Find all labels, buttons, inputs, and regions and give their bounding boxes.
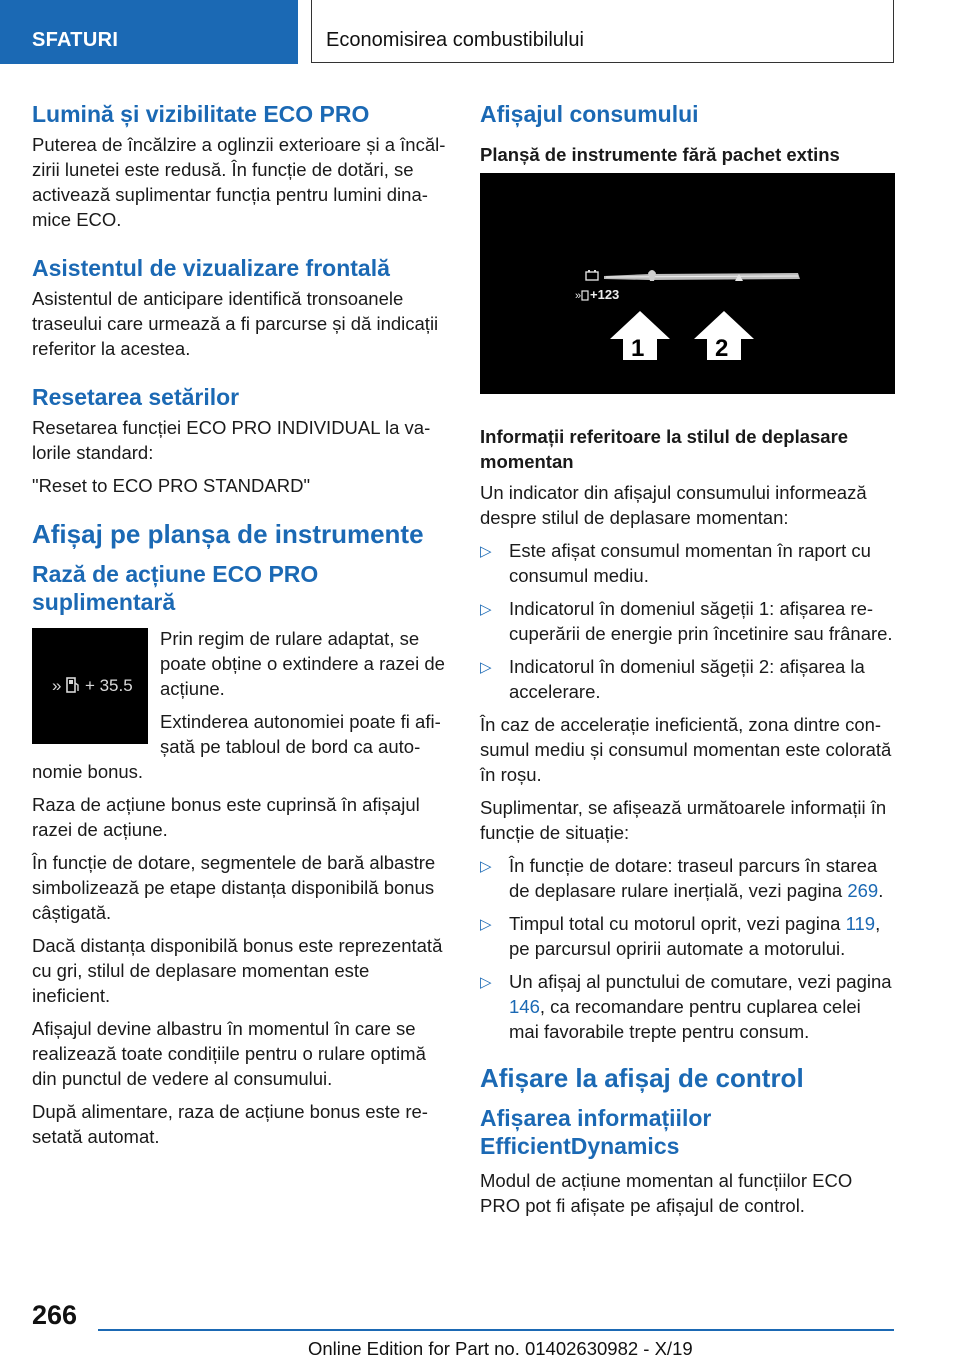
arrow-2-label: 2 <box>715 335 729 362</box>
triangle-bullet-icon: ▷ <box>480 974 492 991</box>
page-link-146[interactable]: 146 <box>509 996 540 1017</box>
page-number: 266 <box>32 1300 78 1330</box>
bonus-range-value: + 35.5 <box>84 676 133 695</box>
triangle-bullet-icon: ▷ <box>480 659 492 676</box>
paragraph: În caz de accelerație ineficientă, zona dintre consumul mediu și consumul momentan este colorată în roșu. <box>480 714 892 785</box>
arrow-1-label: 1 <box>631 335 645 362</box>
footer-edition: Online Edition for Part no. 01402630982 - X/19 <box>308 1338 693 1359</box>
heading-instrument-display: Afișaj pe planșa de instrumente <box>32 519 424 549</box>
paragraph: "Reset to ECO PRO STANDARD" <box>32 475 311 496</box>
subheading-driving-style: Informații referitoare la stilul de deplasare momentan <box>480 426 849 472</box>
paragraph: Puterea de încălzire a oglinzii exterioare și a încălzirii lunetei este redusă. În funcție de dotări, se activează suplimentar funcția pentru lumini dinamice ECO. <box>32 134 446 230</box>
list-item: ▷ Indicatorul în domeniul săgeții 2: afișarea la accelerare. <box>480 656 865 702</box>
footer-divider <box>98 1329 894 1331</box>
heading-control-display: Afișare la afișaj de control <box>480 1063 804 1093</box>
heading-light-visibility: Lumină și vizibilitate ECO PRO <box>32 101 370 127</box>
heading-front-view-assistant: Asistentul de vizualizare frontală <box>32 255 390 281</box>
paragraph: Dacă distanța disponibilă bonus este reprezentată cu gri, stilul de deplasare momentan este ineficient. <box>32 935 443 1006</box>
consumption-display-image <box>480 173 895 394</box>
left-column <box>32 100 447 1157</box>
heading-consumption-display: Afișajul consumului <box>480 101 699 127</box>
paragraph: Afișajul devine albastru în momentul în care se realizează toate condițiile pentru o rulare optimă din punctul de vedere al consumului. <box>32 1018 426 1089</box>
heading-eco-pro-range: Rază de acțiune ECO PRO suplimentară <box>32 561 319 615</box>
list-item: ▷ Indicatorul în domeniul săgeții 1: afișarea recuperării de energie prin încetinire sau frânare. <box>480 598 893 644</box>
svg-text:»: » <box>575 290 582 302</box>
right-column <box>480 100 895 1226</box>
paragraph: Un indicator din afișajul consumului informează despre stilul de deplasare momentan: <box>480 482 867 528</box>
list-item: ▷ Este afișat consumul momentan în raport cu consumul mediu. <box>480 540 871 586</box>
header-title-box <box>311 0 894 63</box>
header-section-label: SFATURI <box>32 29 119 51</box>
header-section-tab <box>0 0 298 64</box>
paragraph: Prin regim de rulare adaptat, se poate obține o extindere a razei de acțiune. <box>160 628 445 699</box>
paragraph: Suplimentar, se afișează următoarele informații în funcție de situație: <box>480 797 887 843</box>
paragraph: Asistentul de anticipare identifică tronsoanele traseului care urmează a fi parcurse și dă indicații referitor la acestea. <box>32 288 439 359</box>
heading-efficientdynamics-info: Afișarea informațiilor EfficientDynamics <box>480 1105 712 1159</box>
page-link-269[interactable]: 269 <box>847 880 879 901</box>
triangle-bullet-icon: ▷ <box>480 858 492 875</box>
range-block <box>32 626 447 792</box>
triangle-bullet-icon: ▷ <box>480 601 492 618</box>
triangle-bullet-icon: ▷ <box>480 543 492 560</box>
subheading-instrument-panel: Planșă de instrumente fără pachet extins <box>480 144 840 165</box>
consumption-readout: +123 <box>590 287 620 302</box>
paragraph: Resetarea funcției ECO PRO INDIVIDUAL la valorile standard: <box>32 417 431 463</box>
page-link-119[interactable]: 119 <box>845 913 876 934</box>
bonus-range-image <box>32 628 148 744</box>
header-title: Economisirea combustibilului <box>326 29 584 51</box>
heading-reset-settings: Resetarea setărilor <box>32 384 240 410</box>
list-item: ▷ Un afișaj al punctului de comutare, vezi pagina 146, ca recomandare pentru cuplarea celei mai favorabile trepte pentru consum. <box>480 971 892 1042</box>
paragraph: În funcție de dotare, segmentele de bară albastre simbolizează pe etape distanța disponibilă bonus câștigată. <box>32 852 436 923</box>
paragraph: Modul de acțiune momentan al funcțiilor ECO PRO pot fi afișate pe afișajul de control. <box>480 1170 853 1216</box>
double-chevron-icon: » <box>52 676 62 695</box>
triangle-bullet-icon: ▷ <box>480 916 492 933</box>
paragraph: După alimentare, raza de acțiune bonus este resetată automat. <box>32 1101 428 1147</box>
paragraph: Raza de acțiune bonus este cuprinsă în afișajul razei de acțiune. <box>32 794 420 840</box>
consumption-gauge-illustration <box>480 173 895 394</box>
fuel-pump-icon <box>66 677 80 693</box>
paragraph: Extinderea autonomiei poate fi afișată pe tabloul de bord ca autonomie bonus. <box>32 711 441 782</box>
list-item: ▷ În funcție de dotare: traseul parcurs în starea de deplasare rulare inerțială, vezi pagina 269. <box>480 855 884 901</box>
list-item: ▷ Timpul total cu motorul oprit, vezi pagina 119, pe parcursul opririi automate a motorului. <box>480 913 881 959</box>
